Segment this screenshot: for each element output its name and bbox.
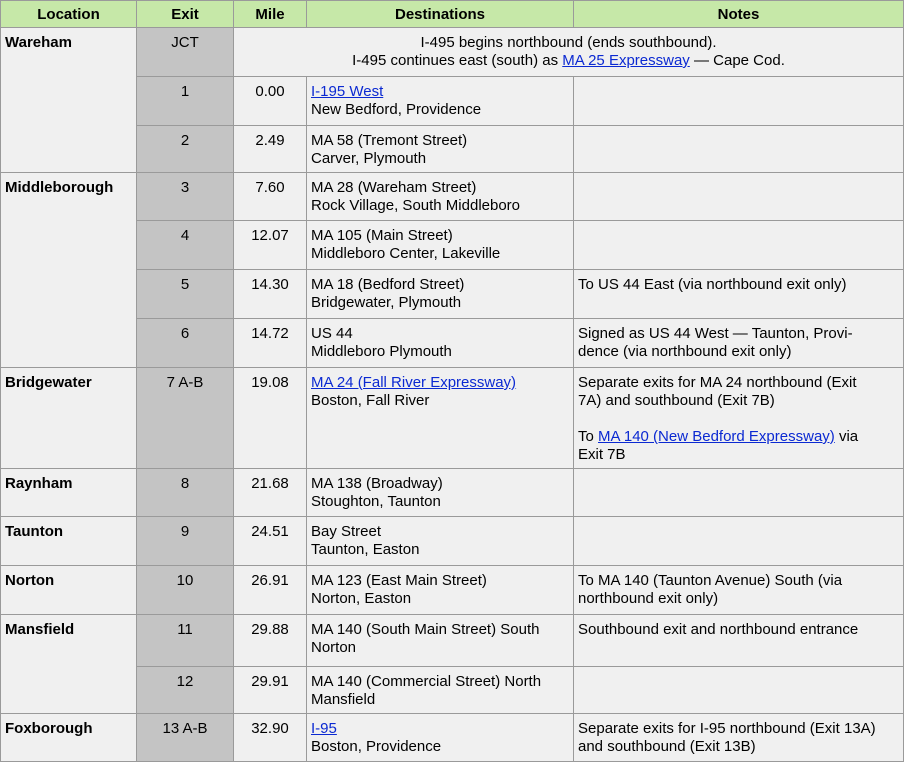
destination-line: Rock Village, South Middleboro [311,197,521,214]
notes-cell: To US 44 East (via northbound exit only) [574,270,904,319]
junction-note [234,28,904,77]
exit-cell: 3 [137,173,234,221]
destination-line: Stoughton, Taunton [311,493,441,510]
exit-cell: 13 A-B [137,714,234,762]
exit-cell: 8 [137,469,234,517]
junction-text: I-495 continues east (south) as [352,52,563,69]
header-exit: Exit [137,1,234,28]
notes-cell [574,173,904,221]
table-row [1,319,904,368]
mile-cell: 14.72 [234,319,307,368]
i95-link[interactable]: I-95 [311,720,337,737]
table-row [1,368,904,469]
table-row [1,77,904,126]
header-row [1,1,904,28]
destination-cell [307,270,574,319]
note-text: via [834,428,859,445]
note-line: northbound exit only) [578,590,719,607]
destination-line: MA 18 (Bedford Street) [311,276,465,293]
destination-cell [307,368,574,469]
header-location: Location [1,1,137,28]
note-line [578,428,899,446]
destination-line: MA 140 (South Main Street) South [311,621,540,638]
mile-cell: 32.90 [234,714,307,762]
note-line: Exit 7B [578,446,626,463]
mile-cell: 21.68 [234,469,307,517]
destination-cell [307,566,574,615]
exit-cell: 7 A-B [137,368,234,469]
location-cell: Norton [1,566,137,615]
destination-line: Middleboro Plymouth [311,343,452,360]
location-cell: Bridgewater [1,368,137,469]
exit-cell: 1 [137,77,234,126]
destination-line: MA 140 (Commercial Street) North [311,673,542,690]
destination-cell [307,667,574,714]
table-row [1,173,904,221]
table-row [1,566,904,615]
destination-line: MA 58 (Tremont Street) [311,132,468,149]
location-cell: Foxborough [1,714,137,762]
location-cell: Middleborough [1,173,137,368]
notes-cell [574,126,904,173]
location-cell: Taunton [1,517,137,566]
notes-cell [574,319,904,368]
notes-cell: Southbound exit and northbound entrance [574,615,904,667]
table-row [1,714,904,762]
destination-cell [307,319,574,368]
exit-cell: JCT [137,28,234,77]
ma24-link[interactable]: MA 24 (Fall River Expressway) [311,374,517,391]
notes-cell [574,469,904,517]
note-line: Separate exits for I-95 northbound (Exit 13A) [578,720,876,737]
notes-cell [574,77,904,126]
table-row [1,28,904,77]
destination-line: MA 123 (East Main Street) [311,572,487,589]
destination-line: Norton, Easton [311,590,412,607]
exit-cell: 12 [137,667,234,714]
mile-cell: 29.91 [234,667,307,714]
destination-line: MA 28 (Wareham Street) [311,179,477,196]
destination-line: MA 138 (Broadway) [311,475,443,492]
table-row [1,615,904,667]
mile-cell: 0.00 [234,77,307,126]
mile-cell: 7.60 [234,173,307,221]
exit-cell: 9 [137,517,234,566]
note-line: and southbound (Exit 13B) [578,738,756,755]
destination-line: Middleboro Center, Lakeville [311,245,501,262]
exit-cell: 6 [137,319,234,368]
exit-cell: 2 [137,126,234,173]
destination-line: Carver, Plymouth [311,150,427,167]
header-destinations: Destinations [307,1,574,28]
destination-line: Taunton, Easton [311,541,420,558]
destination-line: Bridgewater, Plymouth [311,294,462,311]
location-cell: Raynham [1,469,137,517]
note-line: To MA 140 (Taunton Avenue) South (via [578,572,843,589]
header-mile: Mile [234,1,307,28]
mile-cell: 26.91 [234,566,307,615]
table-row [1,469,904,517]
junction-line: I-495 begins northbound (ends southbound). [420,34,717,51]
exit-cell: 5 [137,270,234,319]
mile-cell: 2.49 [234,126,307,173]
notes-cell [574,221,904,270]
junction-text: — Cape Cod. [689,52,785,69]
notes-cell [574,368,904,469]
exit-cell: 11 [137,615,234,667]
exit-cell: 10 [137,566,234,615]
destination-line: MA 105 (Main Street) [311,227,453,244]
mile-cell: 29.88 [234,615,307,667]
table-row [1,126,904,173]
ma25-link[interactable]: MA 25 Expressway [562,52,690,69]
note-line: 7A) and southbound (Exit 7B) [578,392,775,409]
destination-cell [307,714,574,762]
destination-line: US 44 [311,325,353,342]
mile-cell: 12.07 [234,221,307,270]
note-text: To [578,428,599,445]
destination-line: Boston, Fall River [311,392,430,409]
destination-line: Boston, Providence [311,738,442,755]
notes-cell [574,566,904,615]
exit-cell: 4 [137,221,234,270]
mile-cell: 19.08 [234,368,307,469]
destination-cell [307,615,574,667]
header-notes: Notes [574,1,904,28]
destination-line: Norton [311,639,357,656]
i195-link[interactable]: I-195 West [311,83,384,100]
destination-cell [307,77,574,126]
table-row [1,221,904,270]
note-line: Signed as US 44 West — Taunton, Provi- [578,325,853,342]
destination-line: Mansfield [311,691,376,708]
mile-cell: 14.30 [234,270,307,319]
destination-cell [307,126,574,173]
destination-cell [307,469,574,517]
destination-line: Bay Street [311,523,382,540]
destination-line: New Bedford, Providence [311,101,482,118]
note-line: dence (via northbound exit only) [578,343,792,360]
note-line: Separate exits for MA 24 northbound (Exit [578,374,857,391]
location-cell: Wareham [1,28,137,173]
location-cell: Mansfield [1,615,137,714]
notes-cell [574,517,904,566]
notes-cell [574,714,904,762]
junction-line [238,52,899,70]
table-row [1,667,904,714]
table-row [1,270,904,319]
mile-cell: 24.51 [234,517,307,566]
destination-cell [307,517,574,566]
destination-cell [307,173,574,221]
notes-cell [574,667,904,714]
ma140-link[interactable]: MA 140 (New Bedford Expressway) [598,428,835,445]
destination-cell [307,221,574,270]
note-spacer [578,410,899,428]
table-row [1,517,904,566]
